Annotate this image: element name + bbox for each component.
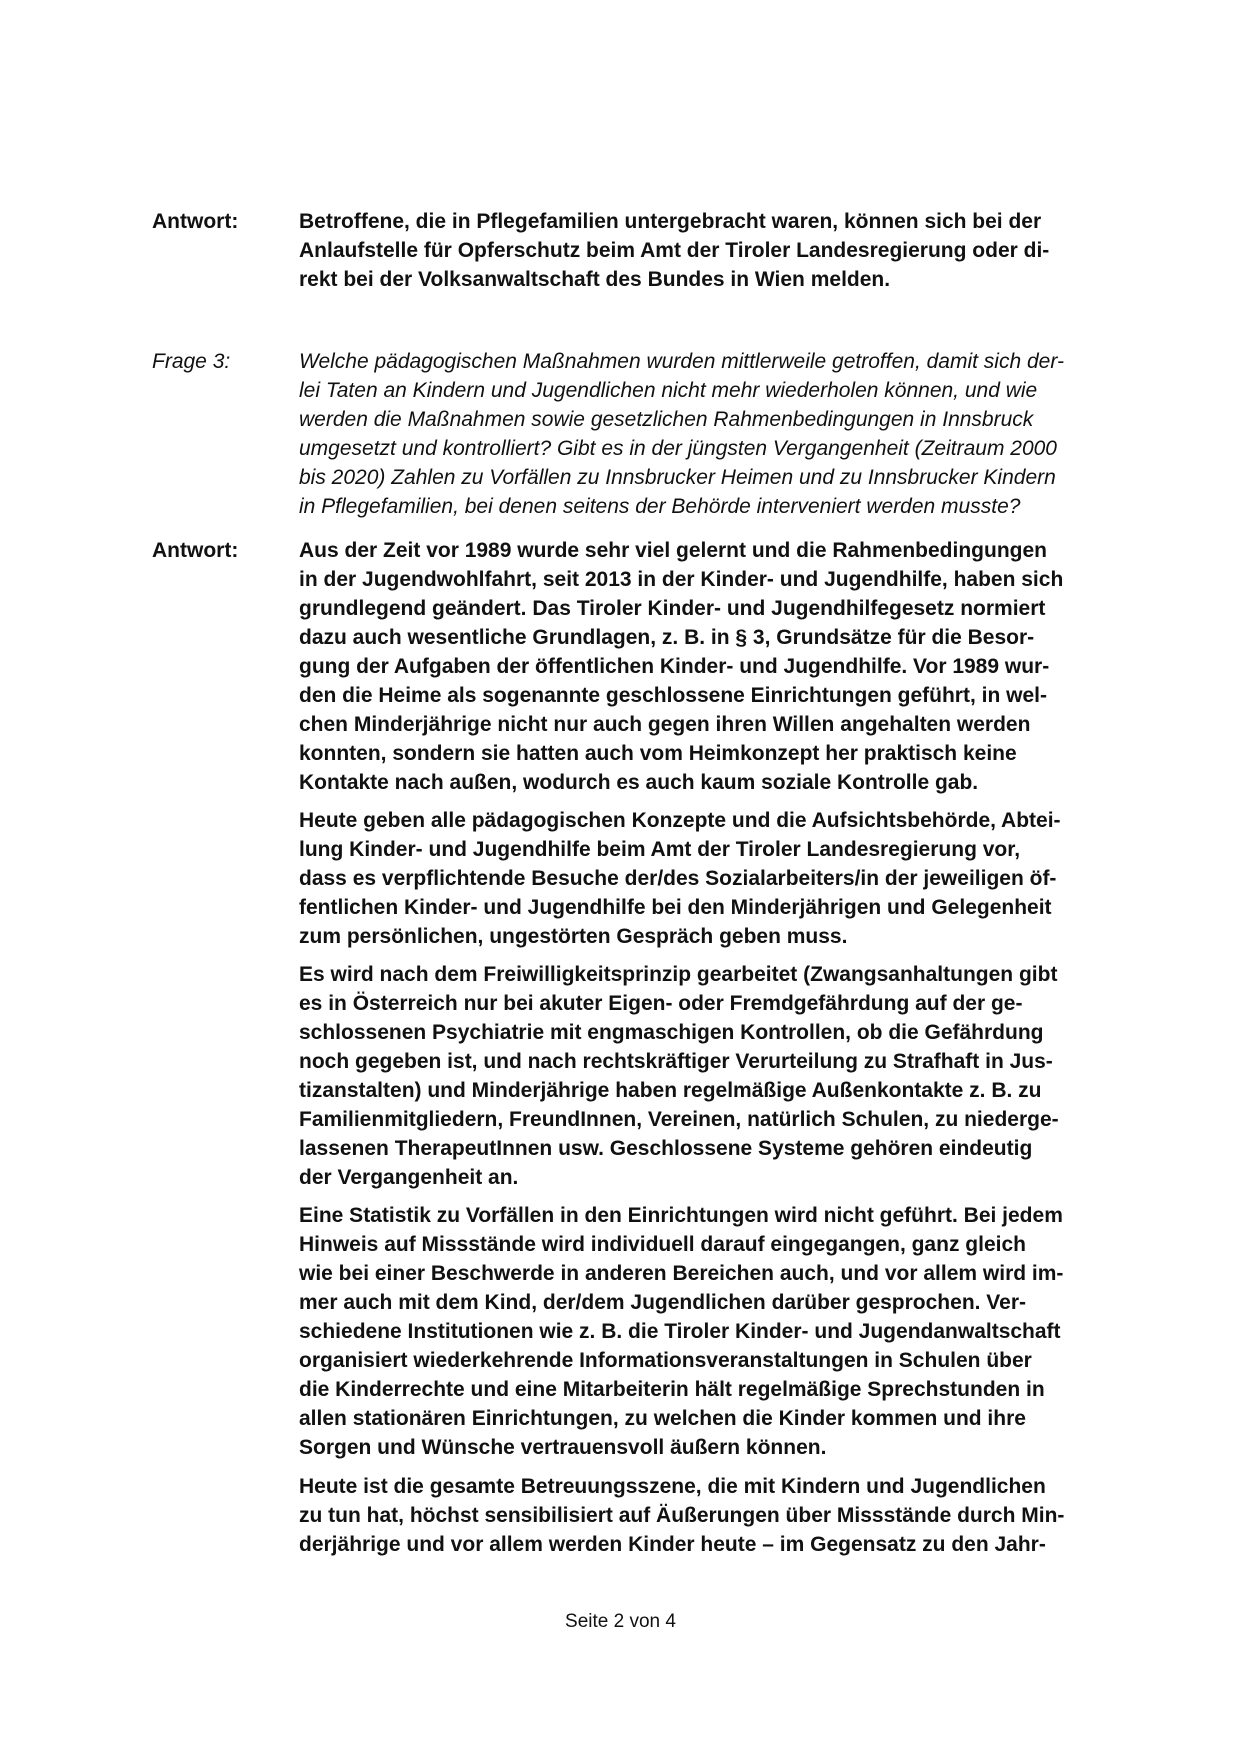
text-line: Familienmitgliedern, FreundInnen, Vereinen, natürlich Schulen, zu niederge- bbox=[299, 1108, 1059, 1131]
text-line: Sorgen und Wünsche vertrauensvoll äußern können. bbox=[299, 1436, 827, 1459]
text-line: Aus der Zeit vor 1989 wurde sehr viel gelernt und die Rahmenbedingungen bbox=[299, 539, 1047, 562]
text-line: zum persönlichen, ungestörten Gespräch geben muss. bbox=[299, 925, 848, 948]
text-line: gung der Aufgaben der öffentlichen Kinder- und Jugendhilfe. Vor 1989 wur- bbox=[299, 655, 1050, 678]
text-line: tizanstalten) und Minderjährige haben regelmäßige Außenkontakte z. B. zu bbox=[299, 1079, 1042, 1102]
text-line: Eine Statistik zu Vorfällen in den Einrichtungen wird nicht geführt. Bei jedem bbox=[299, 1204, 1063, 1227]
text-line: mer auch mit dem Kind, der/dem Jugendlichen darüber gesprochen. Ver- bbox=[299, 1291, 1027, 1314]
text-line: Anlaufstelle für Opferschutz beim Amt der Tiroler Landesregierung oder di- bbox=[299, 239, 1050, 262]
question-3-text bbox=[299, 347, 1135, 521]
text-line: Es wird nach dem Freiwilligkeitsprinzip gearbeitet (Zwangsanhaltungen gibt bbox=[299, 963, 1058, 986]
answer-label: Antwort: bbox=[152, 539, 239, 562]
question-label: Frage 3: bbox=[152, 350, 231, 373]
text-line: lassenen TherapeutInnen usw. Geschlossene Systeme gehören eindeutig bbox=[299, 1137, 1033, 1160]
text-line: schlossenen Psychiatrie mit engmaschigen Kontrollen, ob die Gefährdung bbox=[299, 1021, 1044, 1044]
text-line: es in Österreich nur bei akuter Eigen- oder Fremdgefährdung auf der ge- bbox=[299, 992, 1023, 1015]
text-line: wie bei einer Beschwerde in anderen Bereichen auch, und vor allem wird im- bbox=[299, 1262, 1064, 1285]
text-line: lung Kinder- und Jugendhilfe beim Amt der Tiroler Landesregierung vor, bbox=[299, 838, 1021, 861]
text-line: Heute ist die gesamte Betreuungsszene, die mit Kindern und Jugendlichen bbox=[299, 1475, 1046, 1498]
text-line: Heute geben alle pädagogischen Konzepte und die Aufsichtsbehörde, Abtei- bbox=[299, 809, 1061, 832]
text-line: fentlichen Kinder- und Jugendhilfe bei den Minderjährigen und Gelegenheit bbox=[299, 896, 1052, 919]
text-line: bis 2020) Zahlen zu Vorfällen zu Innsbrucker Heimen und zu Innsbrucker Kindern bbox=[299, 466, 1056, 489]
answer-3-paragraph-1 bbox=[299, 536, 1135, 797]
text-line: in der Jugendwohlfahrt, seit 2013 in der Kinder- und Jugendhilfe, haben sich bbox=[299, 568, 1064, 591]
text-line: grundlegend geändert. Das Tiroler Kinder- und Jugendhilfegesetz normiert bbox=[299, 597, 1046, 620]
text-line: die Kinderrechte und eine Mitarbeiterin hält regelmäßige Sprechstunden in bbox=[299, 1378, 1045, 1401]
text-line: den die Heime als sogenannte geschlossene Einrichtungen geführt, in wel- bbox=[299, 684, 1047, 707]
text-line: werden die Maßnahmen sowie gesetzlichen Rahmenbedingungen in Innsbruck bbox=[299, 408, 1034, 431]
text-line: in Pflegefamilien, bei denen seitens der Behörde interveniert werden musste? bbox=[299, 495, 1021, 518]
text-line: Betroffene, die in Pflegefamilien untergebracht waren, können sich bei der bbox=[299, 210, 1042, 233]
text-line: rekt bei der Volksanwaltschaft des Bundes in Wien melden. bbox=[299, 268, 891, 291]
answer-3-paragraph-5 bbox=[299, 1472, 1135, 1559]
text-line: derjährige und vor allem werden Kinder heute – im Gegensatz zu den Jahr- bbox=[299, 1533, 1046, 1556]
text-line: Welche pädagogischen Maßnahmen wurden mittlerweile getroffen, damit sich der- bbox=[299, 350, 1064, 373]
text-line: lei Taten an Kindern und Jugendlichen nicht mehr wiederholen können, und wie bbox=[299, 379, 1038, 402]
text-line: der Vergangenheit an. bbox=[299, 1166, 519, 1189]
text-line: noch gegeben ist, und nach rechtskräftiger Verurteilung zu Strafhaft in Jus- bbox=[299, 1050, 1053, 1073]
text-line: allen stationären Einrichtungen, zu welchen die Kinder kommen und ihre bbox=[299, 1407, 1026, 1430]
text-line: chen Minderjährige nicht nur auch gegen ihren Willen angehalten werden bbox=[299, 713, 1031, 736]
text-line: Kontakte nach außen, wodurch es auch kaum soziale Kontrolle gab. bbox=[299, 771, 979, 794]
text-line: umgesetzt und kontrolliert? Gibt es in der jüngsten Vergangenheit (Zeitraum 2000 bbox=[299, 437, 1057, 460]
page-number: Seite 2 von 4 bbox=[565, 1611, 676, 1632]
text-line: organisiert wiederkehrende Informationsveranstaltungen in Schulen über bbox=[299, 1349, 1032, 1372]
text-line: zu tun hat, höchst sensibilisiert auf Äußerungen über Missstände durch Min- bbox=[299, 1504, 1065, 1527]
answer-3-paragraph-4 bbox=[299, 1201, 1135, 1462]
text-line: dass es verpflichtende Besuche der/des Sozialarbeiters/in der jeweiligen öf- bbox=[299, 867, 1057, 890]
text-line: konnten, sondern sie hatten auch vom Heimkonzept her praktisch keine bbox=[299, 742, 1017, 765]
answer-2-text bbox=[299, 207, 1135, 294]
answer-3-paragraph-2 bbox=[299, 806, 1135, 951]
answer-label: Antwort: bbox=[152, 210, 239, 233]
text-line: Hinweis auf Missstände wird individuell darauf eingegangen, ganz gleich bbox=[299, 1233, 1026, 1256]
text-line: dazu auch wesentliche Grundlagen, z. B. in § 3, Grundsätze für die Besor- bbox=[299, 626, 1035, 649]
text-line: schiedene Institutionen wie z. B. die Tiroler Kinder- und Jugendanwaltschaft bbox=[299, 1320, 1061, 1343]
answer-3-paragraph-3 bbox=[299, 960, 1135, 1192]
